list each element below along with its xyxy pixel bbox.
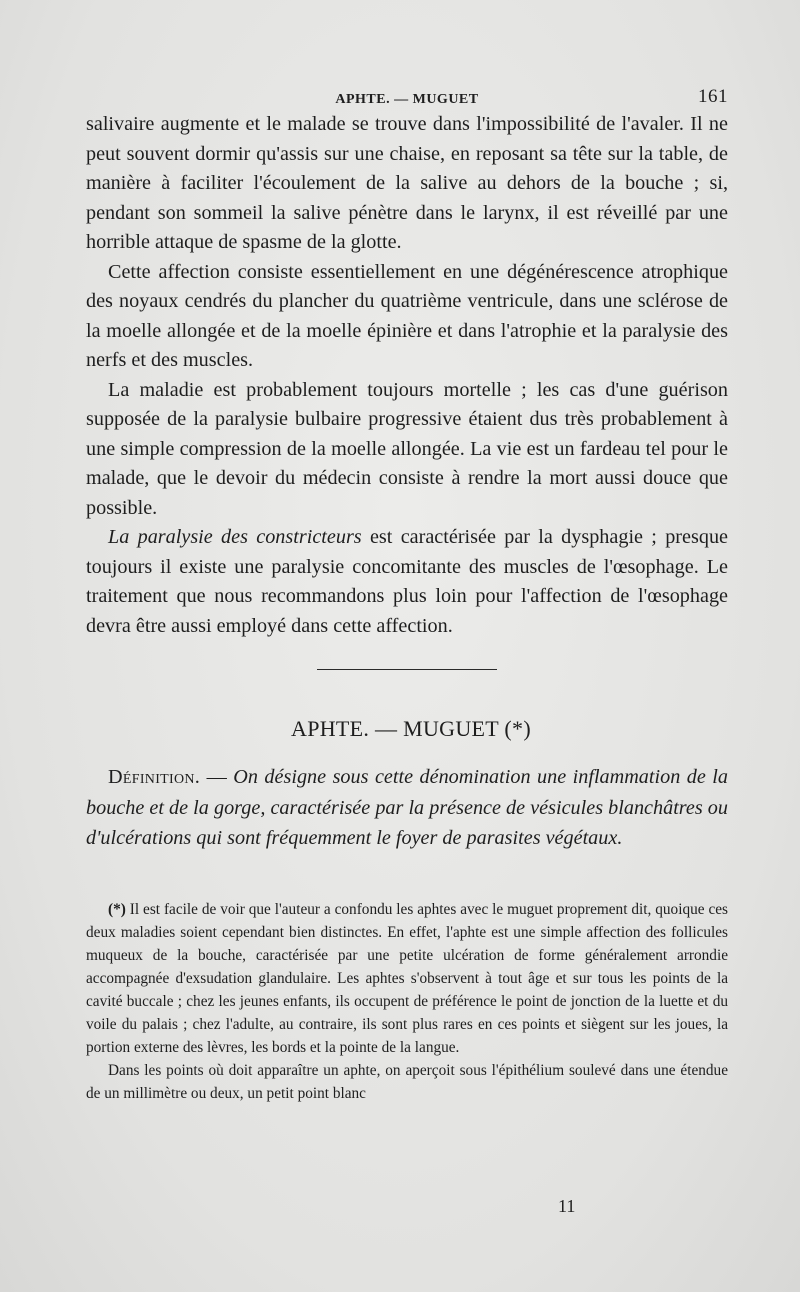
paragraph-constrictors [86,523,728,641]
footnote-paragraph-1 [86,898,728,1059]
running-head [86,84,728,110]
main-text [86,110,728,641]
definition-paragraph [86,762,728,854]
book-page [86,84,728,1105]
page-number: 161 [698,86,728,107]
footnote-paragraph-2: Dans les points où doit apparaître un aphte, on aperçoit sous l'épithélium soulevé dans une étendue de un millimètre ou deux, un petit point blanc [86,1061,728,1102]
section-title: APHTE. — MUGUET (*) [291,716,531,741]
paragraph-prognosis: La maladie est probablement toujours mortelle ; les cas d'une guérison supposée de la paralysie bulbaire progressive étaient dus très probablement à une simple compression de la moelle allongée. La vie est un fardeau tel pour le malade, que le devoir du médecin consiste à rendre la mort aussi douce que possible. [86,378,728,519]
constrictors-italic-lead: La paralysie des constricteurs [108,526,362,548]
definition-text: On désigne sous cette dénomination une inflammation de la bouche et de la gorge, caractérisée par la présence de vésicules blanchâtres ou d'ulcérations qui sont fréquemment le foyer de parasites végétaux. [86,766,729,849]
paragraph-affection: Cette affection consiste essentiellement en une dégénérescence atrophique des noyaux cendrés du plancher du quatrième ventricule, dans une sclérose de la moelle allongée et de la moelle épinière et dans l'atrophie et la paralysie des nerfs et des muscles. [86,260,728,371]
definition-label: Définition. [108,766,201,788]
running-title: APHTE. — MUGUET [335,92,479,107]
section-divider [317,669,497,670]
paragraph-continued: salivaire augmente et le malade se trouve dans l'impossibilité de l'avaler. Il ne peut souvent dormir qu'assis sur une chaise, en reposant sa tête sur la table, de manière à faciliter l'écoulement de la salive au dehors de la bouche ; si, pendant son sommeil la salive pénètre dans le larynx, il est réveillé par une horrible attaque de spasme de la glotte. [86,113,728,253]
definition-dash: — [200,766,234,788]
signature-mark: 11 [558,1196,576,1216]
footnote-text-1: Il est facile de voir que l'auteur a confondu les aphtes avec le muguet proprement dit, quoique ces deux maladies soient cependant bien distinctes. En effet, l'aphte est une simple affection des follicules muqueux de la bouche, caractérisée par une petite ulcération de forme généralement arrondie accompagnée d'exsudation glandulaire. Les aphtes s'observent à tout âge et sur tous les points de la cavité buccale ; chez les jeunes enfants, ils occupent de préférence le point de jonction de la luette et du voile du palais ; chez l'adulte, au contraire, ils sont plus rares en ces points et siègent sur les joues, la portion externe des lèvres, les bords et la pointe de la langue. [86,900,728,1056]
footnote [86,898,728,1105]
constrictors-text: est caractérisée par la dysphagie ; presque toujours il existe une paralysie concomitante des muscles de l'œsophage. Le traitement que nous recommandons plus loin pour l'affection de l'œsophage devra être aussi employé dans cette affection. [86,526,728,637]
footnote-mark: (*) [108,900,126,918]
